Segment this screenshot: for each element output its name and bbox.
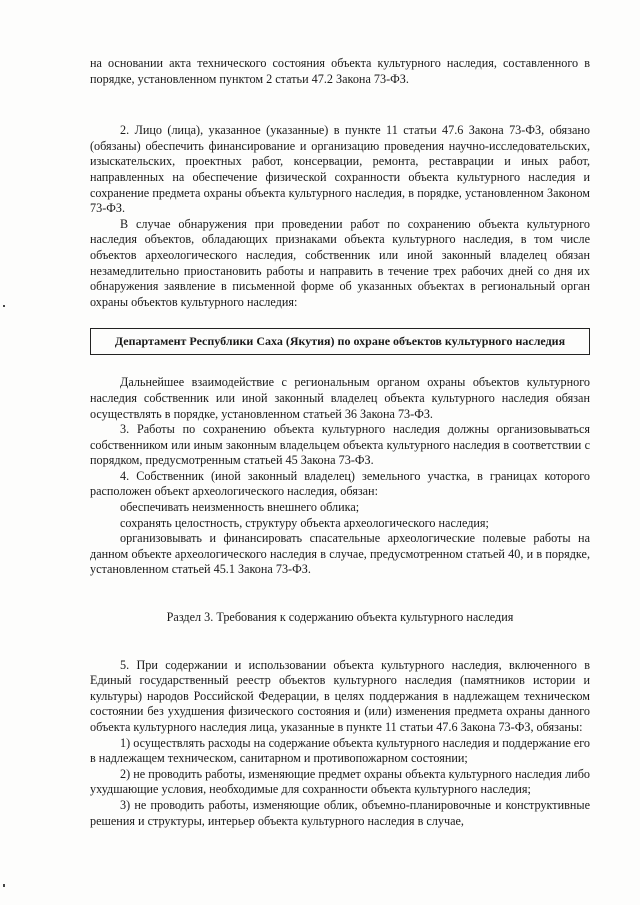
paragraph-interaction: Дальнейшее взаимодействие с региональным органом охраны объектов культурного наследия собственник или иной законный владелец объекта культурного наследия обязан осуществлять в порядке, установленном статьей 36 Закона 73-ФЗ. [90, 375, 590, 421]
paragraph-intro: на основании акта технического состояния объекта культурного наследия, составленного в порядке, установленном пунктом 2 статьи 47.2 Закона 73-ФЗ. [90, 56, 590, 86]
paragraph-item-5: 5. При содержании и использовании объекта культурного наследия, включенного в Единый государственный реестр объектов культурного наследия (памятников истории и культуры) народов Российской Федерации, в целях поддержания в надлежащем техническом состоянии без ухудшения физического состояния и (или) изменения предмета охраны данного объекта культурного наследия лица, указанные в пункте 11 статьи 47.6 Закона 73-ФЗ, обязаны: [90, 657, 590, 734]
scan-speck [3, 305, 5, 307]
paragraph-item-5-1: 1) осуществлять расходы на содержание объекта культурного наследия и поддержание его в надлежащем техническом, санитарном и противопожарном состоянии; [90, 735, 590, 766]
paragraph-item-5-3: 3) не проводить работы, изменяющие облик, объемно-планировочные и конструктивные решения и структуры, интерьер объекта культурного наследия в случае, [90, 797, 590, 828]
paragraph-item-3: 3. Работы по сохранению объекта культурного наследия должны организовываться собственником или иным законным владельцем объекта культурного наследия в соответствии с порядком, предусмотренным статьей 45 Закона 73-ФЗ. [90, 422, 590, 468]
section-3-title: Раздел 3. Требования к содержанию объекта культурного наследия [166, 610, 514, 625]
paragraph-item-5-2: 2) не проводить работы, изменяющие предмет охраны объекта культурного наследия либо ухудшающие условия, необходимые для сохранности объекта культурного наследия; [90, 766, 590, 797]
scan-speck [3, 884, 5, 887]
paragraph-item-4-b: сохранять целостность, структуру объекта археологического наследия; [120, 515, 489, 530]
paragraph-item-4-c: организовывать и финансировать спасательные археологические полевые работы на данном объекте археологического наследия в случае, предусмотренном статьей 40, и в порядке, установленном статьей 45.1 Закона 73-ФЗ. [90, 531, 590, 577]
paragraph-item-2: 2. Лицо (лица), указанное (указанные) в пункте 11 статьи 47.6 Закона 73-ФЗ, обязано (обязаны) обеспечить финансирование и организацию проведения научно-исследовательских, изыскательских, проектных работ, консервации, ремонта, реставрации и иных работ, направленных на обеспечение физической сохранности объекта культурного наследия и сохранение предмета охраны объекта культурного наследия, в порядке, установленном Законом 73-ФЗ. [90, 123, 590, 216]
authority-box [90, 328, 590, 355]
paragraph-discovery: В случае обнаружения при проведении работ по сохранению объекта культурного наследия объектов, обладающих признаками объекта культурного наследия, в том числе объектов археологического наследия, собственник или иной законный владелец обязан незамедлительно приостановить работы и направить в течение трех рабочих дней со дня их обнаружения заявление в письменной форме об указанных объектах в региональный орган охраны объектов культурного наследия: [90, 216, 590, 309]
authority-name: Департамент Республики Саха (Якутия) по охране объектов культурного наследия [114, 334, 566, 349]
paragraph-item-4-a: обеспечивать неизменность внешнего облика; [120, 500, 360, 515]
paragraph-item-4: 4. Собственник (иной законный владелец) земельного участка, в границах которого расположен объект археологического наследия, обязан: [90, 468, 590, 499]
document-body [90, 56, 590, 829]
